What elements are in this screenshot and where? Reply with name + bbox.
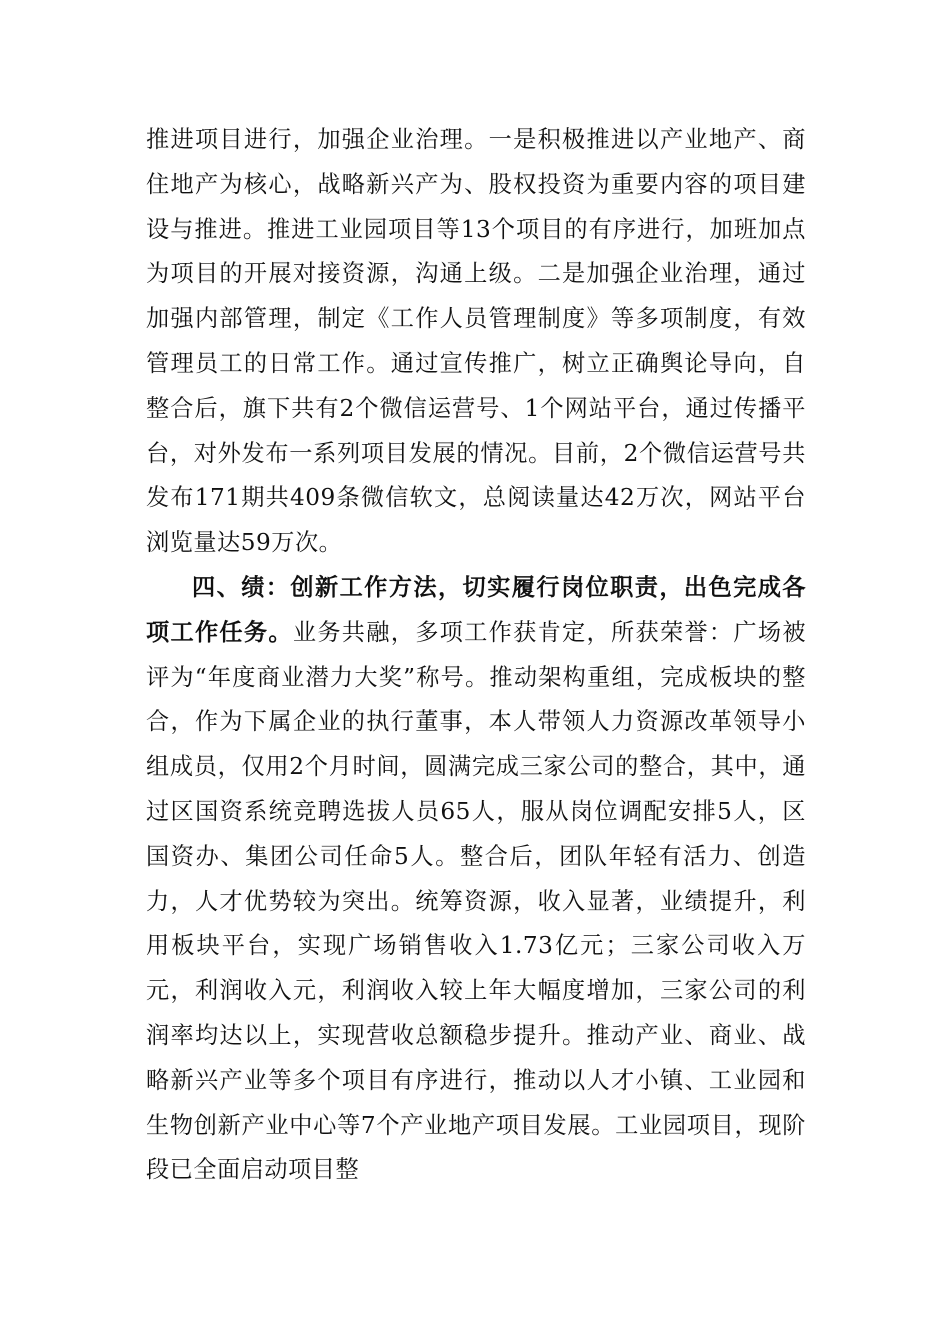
section-body-text: 业务共融，多项工作获肯定，所获荣誉：广场被评为“年度商业潜力大奖”称号。推动架构重组，完成板块的整合，作为下属企业的执行董事，本人带领人力资源改革领导小组成员，仅用2个月时间，圆满完成三家公司的整合，其中，通过区国资系统竞聘选拔人员65人，服从岗位调配安排5人，区国资办、集团公司任命5人。整合后，团队年轻有活力、创造力，人才优势较为突出。统筹资源，收入显著，业绩提升，利用板块平台，实现广场销售收入1.73亿元；三家公司收入万元，利润收入元，利润收入较上年大幅度增加，三家公司的利润率均达以上，实现营收总额稳步提升。推动产业、商业、战略新兴产业等多个项目有序进行，推动以人才小镇、工业园和生物创新产业中心等7个产业地产项目发展。工业园项目，现阶段已全面启动项目整 — [146, 618, 807, 1184]
body-paragraph-1: 推进项目进行，加强企业治理。一是积极推进以产业地产、商住地产为核心，战略新兴产为、股权投资为重要内容的项目建设与推进。推进工业园项目等13个项目的有序进行，加班加点为项目的开展对接资源，沟通上级。二是加强企业治理，通过加强内部管理，制定《工作人员管理制度》等多项制度，有效管理员工的日常工作。通过宣传推广，树立正确舆论导向，自整合后，旗下共有2个微信运营号、1个网站平台，通过传播平台，对外发布一系列项目发展的情况。目前，2个微信运营号共发布171期共409条微信软文，总阅读量达42万次，网站平台浏览量达59万次。 — [146, 126, 806, 557]
section-heading: 四、绩：创新工作方法，切实履行岗位职责，出色完成各项工作任务。 — [146, 573, 806, 646]
body-paragraph-2 — [146, 566, 806, 1193]
document-page — [146, 118, 806, 1193]
